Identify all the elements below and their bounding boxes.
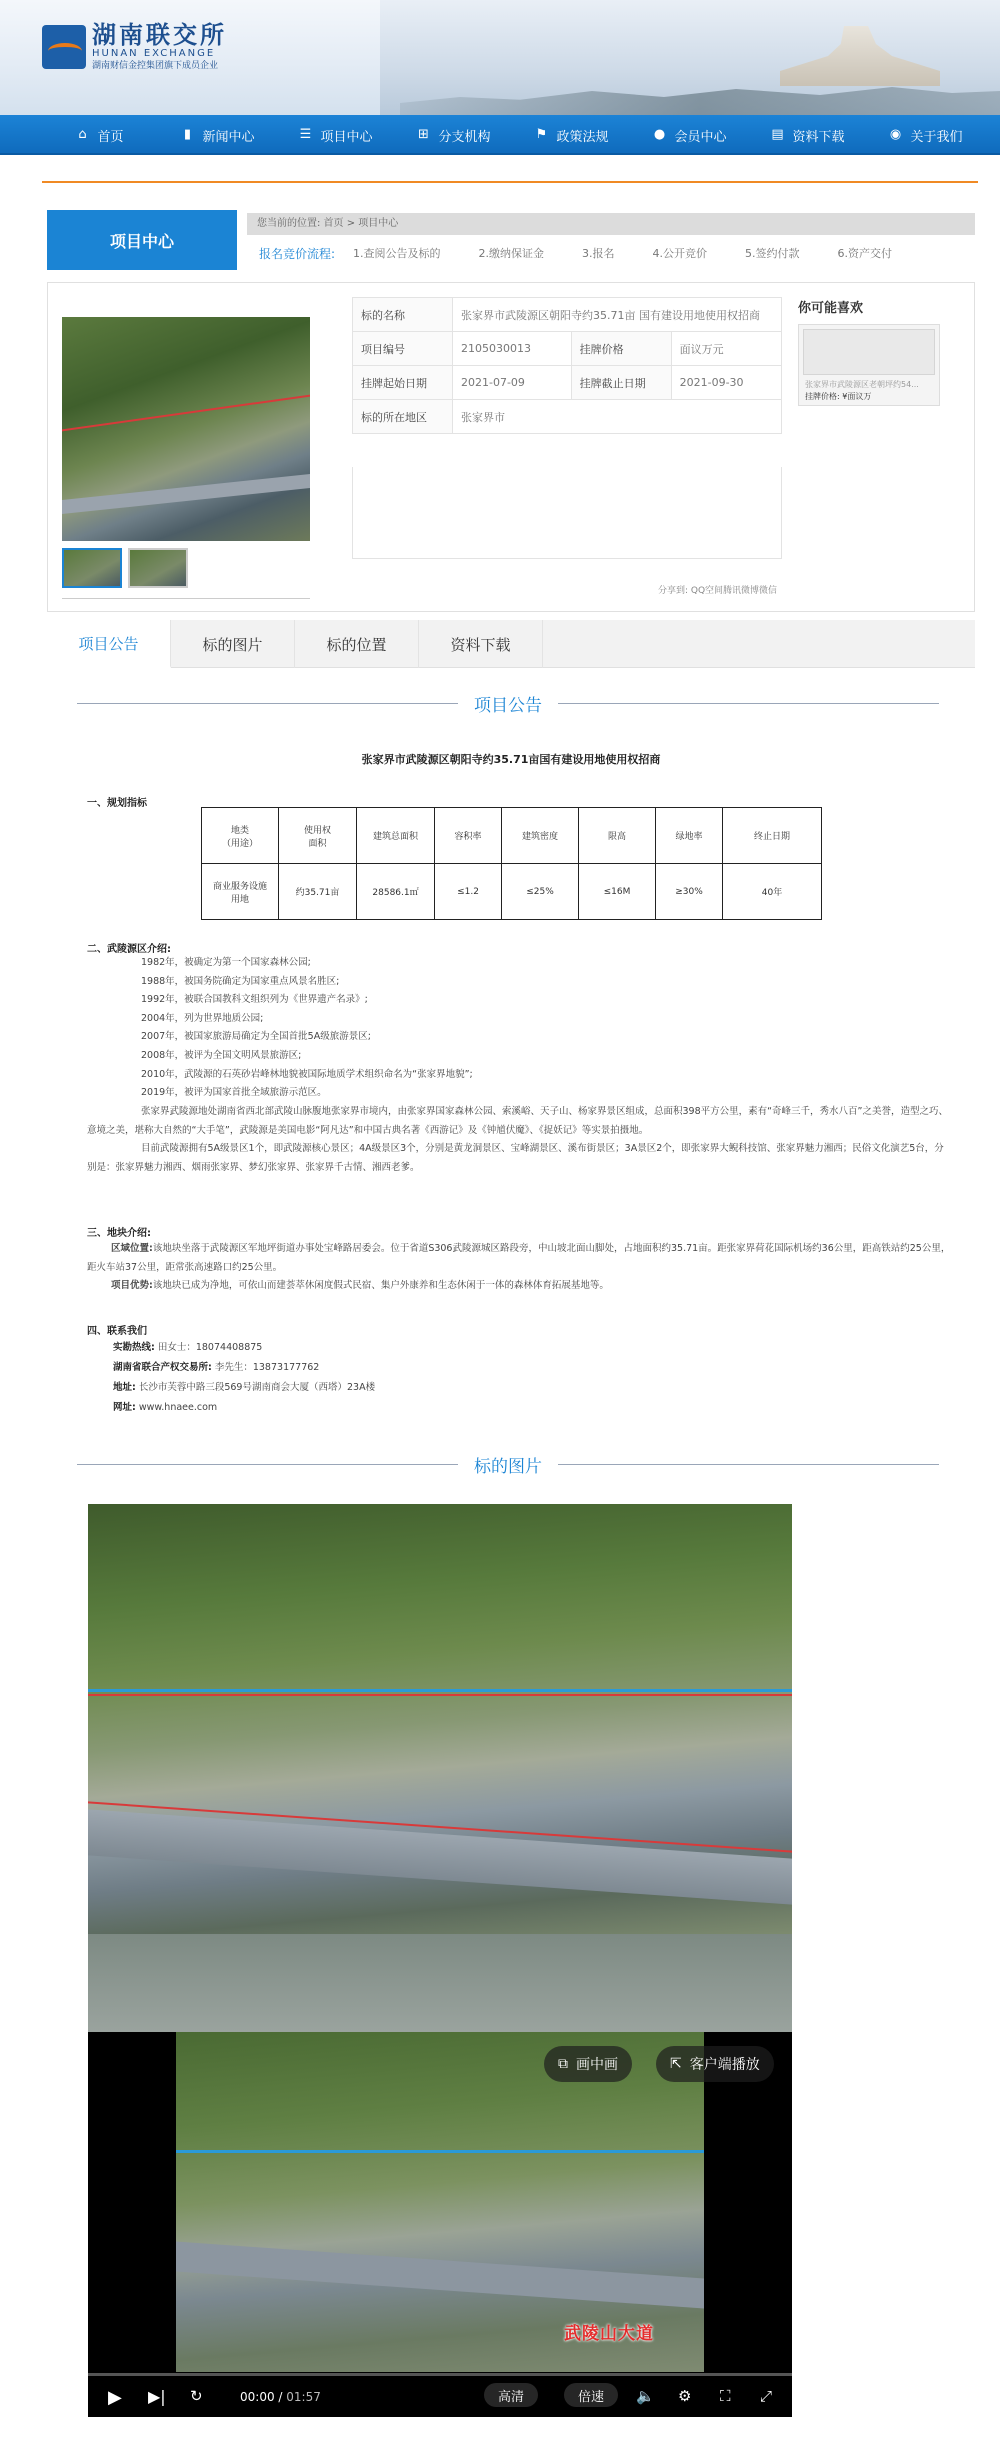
nav-projects[interactable]: ☰ 项目中心 (276, 115, 394, 155)
nav-news[interactable]: ▮ 新闻中心 (158, 115, 276, 155)
external-icon: ⇱ (670, 2056, 682, 2072)
end-label: 挂牌截止日期 (571, 366, 671, 400)
nav-policy[interactable]: ⚑ 政策法规 (512, 115, 630, 155)
td-landtype: 商业服务设施 用地 (202, 864, 279, 920)
pip-button[interactable]: ⧉ 画中画 (544, 2046, 632, 2082)
recommend-panel (798, 297, 958, 406)
nav-branches[interactable]: ⊞ 分支机构 (394, 115, 512, 155)
th-term: 终止日期 (723, 808, 822, 864)
contact-list (113, 1338, 375, 1418)
th-area: 使用权 面积 (279, 808, 357, 864)
planning-table (201, 807, 822, 920)
heading-plot: 三、地块介绍: (87, 1228, 151, 1239)
sidebar-title: 项目中心 (47, 210, 237, 270)
site-header (0, 0, 1000, 115)
th-far: 容积率 (435, 808, 502, 864)
intro-line-2: 1988年，被国务院确定为国家重点风景名胜区; (141, 975, 340, 987)
info-table (352, 297, 782, 434)
logo-cn: 湖南联交所 (92, 21, 227, 49)
video-time: 00:00 / 01:57 (240, 2390, 321, 2404)
code-label: 项目编号 (353, 332, 453, 366)
video-caption: 武陵山大道 (564, 2324, 654, 2344)
intro-line-1: 1982年，被确定为第一个国家森林公园; (141, 957, 311, 968)
nav-downloads[interactable]: ▤ 资料下载 (771, 127, 845, 145)
org-icon: ⊞ (418, 127, 429, 142)
td-green: ≥30% (656, 864, 723, 920)
tab-downloads[interactable]: 资料下载 (419, 620, 543, 668)
main-content (47, 206, 975, 2458)
td-height: ≤16M (579, 864, 656, 920)
logo-mark-icon (42, 25, 86, 69)
plot-advantage-label: 项目优势: (111, 1280, 153, 1292)
flag-icon: ⚑ (535, 127, 548, 142)
announcement-heading (77, 688, 939, 718)
home-icon: ⌂ (78, 127, 87, 142)
client-play-button[interactable]: ⇱ 客户端播放 (656, 2046, 774, 2082)
price-label: 挂牌价格 (571, 332, 671, 366)
td-area: 约35.71亩 (279, 864, 357, 920)
recommend-name: 张家界市武陵源区老朝坪约54... (805, 380, 919, 389)
th-height: 限高 (579, 808, 656, 864)
plot-location-label: 区域位置: (111, 1243, 153, 1254)
announcement-title: 项目公告 (474, 695, 542, 716)
breadcrumb[interactable]: 您当前的位置: 首页 > 项目中心 (247, 213, 975, 235)
th-green: 绿地率 (656, 808, 723, 864)
heading-planning: 一、规划指标 (87, 798, 147, 809)
list-icon: ☰ (299, 127, 312, 142)
th-landtype: 地类 （用途） (202, 808, 279, 864)
play-icon[interactable]: ▶ (108, 2387, 122, 2408)
process-step-3: 3.报名 (582, 247, 615, 260)
thumbnail-2[interactable] (128, 548, 188, 588)
thumbnail-strip (62, 548, 194, 588)
name-value: 张家界市武陵源区朝阳寺约35.71亩 国有建设用地使用权招商 (453, 298, 782, 332)
code-value: 2105030013 (453, 332, 572, 366)
project-detail (47, 282, 975, 612)
video-controls (88, 2373, 792, 2417)
video-progress[interactable] (88, 2373, 792, 2376)
start-label: 挂牌起始日期 (353, 366, 453, 400)
webfullscreen-icon[interactable]: ⛶ (720, 2387, 731, 2405)
intro-line-6: 2008年，被评为全国文明风景旅游区; (141, 1049, 302, 1061)
tab-announcement[interactable]: 项目公告 (47, 620, 171, 668)
process-step-2: 2.缴纳保证金 (478, 247, 545, 260)
logo-sub: 湖南财信金控集团旗下成员企业 (92, 61, 219, 71)
intro-line-8: 2019年，被评为国家首批全域旅游示范区。 (141, 1087, 327, 1099)
name-label: 标的名称 (353, 298, 453, 332)
info-blank (352, 467, 782, 559)
recommend-image (803, 329, 935, 375)
doc-title: 张家界市武陵源区朝阳寺约35.71亩国有建设用地使用权招商 (361, 753, 661, 766)
bookmark-icon: ▮ (183, 127, 192, 142)
bid-process (247, 240, 975, 266)
intro-text (119, 954, 949, 1103)
process-step-4: 4.公开竞价 (652, 247, 708, 260)
heading-contact: 四、联系我们 (87, 1326, 147, 1337)
quality-button[interactable]: 高清 (484, 2383, 538, 2407)
th-gfa: 建筑总面积 (357, 808, 435, 864)
location-value: 张家界市 (453, 400, 782, 434)
intro-line-7: 2010年，武陵源的石英砂岩峰林地貌被国际地质学术组织命名为“张家界地貌”; (141, 1068, 473, 1080)
contact-hotline: 实勘热线: 田女士：18074408875 (113, 1342, 263, 1353)
logo-en: HUNAN EXCHANGE (92, 48, 216, 59)
td-density: ≤25% (502, 864, 579, 920)
plot-advantage: 项目优势:该地块已成为净地，可依山而建荟萃休闲度假式民宿、集户外康养和生态休闲于一体的森林体育拓展基地等。 (111, 1280, 609, 1292)
price-value: 面议万元 (671, 332, 781, 366)
intro-paragraph-1: 张家界武陵源地处湖南省西北部武陵山脉腹地张家界市境内，由张家界国家森林公园、索溪峪、天子山、杨家界景区组成，总面积398平方公里，素有“奇峰三千，秀水八百”之美誉，造型之巧、意境之美，堪称大自然的“大手笔”，武陵源是美国电影“阿凡达”和中国古典名著《西游记》及《钟馗伏魔》、《捉妖记》等实景拍摄地。 (87, 1106, 948, 1136)
td-gfa: 28586.1㎡ (357, 864, 435, 920)
intro-line-4: 2004年，列为世界地质公园; (141, 1012, 264, 1024)
contact-exchange: 湖南省联合产权交易所: 李先生：13873177762 (113, 1362, 320, 1373)
main-nav (0, 115, 1000, 155)
loop-icon[interactable]: ↻ (190, 2387, 203, 2405)
divider (42, 181, 978, 183)
plot-location: 区域位置:该地块坐落于武陵源区军地坪街道办事处宝峰路居委会。位于省道S306武陵源城区路段旁，中山坡北面山脚处，占地面积约35.71亩。距张家界荷花国际机场约36公里，距高铁站约25公里，距火车站37公里，距常张高速路口约25公里。 (87, 1243, 951, 1273)
photos-heading (77, 1449, 939, 1479)
recommend-price: 挂牌价格: ¥面议万 (805, 392, 872, 401)
site-logo[interactable] (42, 22, 227, 72)
tab-photos[interactable]: 标的图片 (171, 620, 295, 668)
photos-title: 标的图片 (474, 1456, 542, 1477)
td-term: 40年 (723, 864, 822, 920)
intro-paragraphs (87, 1103, 952, 1177)
intro-line-5: 2007年，被国家旅游局确定为全国首批5A级旅游景区; (141, 1031, 371, 1043)
detail-tabs (47, 620, 975, 668)
process-step-5: 5.签约付款 (745, 247, 800, 260)
thumbnail-1[interactable] (62, 548, 122, 588)
process-label: 报名竞价流程: (259, 246, 336, 261)
download-icon: ▤ (771, 127, 784, 142)
nav-about[interactable]: ◉ 关于我们 (866, 115, 984, 155)
settings-icon[interactable]: ⚙ (678, 2387, 692, 2405)
share-links[interactable]: 分享到: QQ空间腾讯微博微信 (658, 586, 778, 596)
th-density: 建筑密度 (502, 808, 579, 864)
process-step-6: 6.资产交付 (837, 247, 893, 260)
next-icon[interactable]: ▶| (148, 2387, 166, 2406)
process-step-1: 1.查阅公告及标的 (353, 247, 441, 260)
location-label: 标的所在地区 (353, 400, 453, 434)
tab-location[interactable]: 标的位置 (295, 620, 419, 668)
start-value: 2021-07-09 (453, 366, 572, 400)
thumbnail-scrollbar[interactable] (62, 591, 310, 599)
pip-icon: ⧉ (558, 2056, 568, 2072)
speed-button[interactable]: 倍速 (564, 2383, 618, 2407)
plot-text (87, 1240, 952, 1296)
location-icon: ◉ (889, 127, 902, 142)
intro-paragraph-2: 目前武陵源拥有5A级景区1个，即武陵源核心景区；4A级景区3个，分别是黄龙洞景区、宝峰湖景区、溪布街景区；3A景区2个，即张家界大鲵科技馆、张家界魅力湘西；民俗文化演艺5台，分别是：张家界魅力湘西、烟雨张家界、梦幻张家界、张家界千古情、湘西老爹。 (87, 1143, 944, 1173)
contact-website[interactable]: 网址: www.hnaee.com (113, 1402, 218, 1413)
td-far: ≤1.2 (435, 864, 502, 920)
aerial-photo (88, 1504, 792, 2032)
end-value: 2021-09-30 (671, 366, 781, 400)
volume-icon[interactable]: 🔈 (636, 2387, 655, 2405)
nav-home[interactable]: ⌂ 首页 (40, 115, 158, 155)
main-photo[interactable] (62, 317, 310, 541)
nav-members[interactable]: ● 会员中心 (630, 115, 748, 155)
recommend-title: 你可能喜欢 (798, 301, 864, 316)
contact-address: 地址: 长沙市芙蓉中路三段569号湖南商会大厦（西塔）23A楼 (113, 1382, 376, 1393)
video-player[interactable] (88, 2032, 792, 2417)
user-icon: ● (653, 127, 666, 142)
recommend-card[interactable] (798, 324, 940, 406)
intro-line-3: 1992年，被联合国教科文组织列为《世界遗产名录》; (141, 994, 368, 1006)
fullscreen-icon[interactable]: ⤢ (760, 2387, 773, 2405)
heading-intro: 二、武陵源区介绍: (87, 944, 171, 955)
